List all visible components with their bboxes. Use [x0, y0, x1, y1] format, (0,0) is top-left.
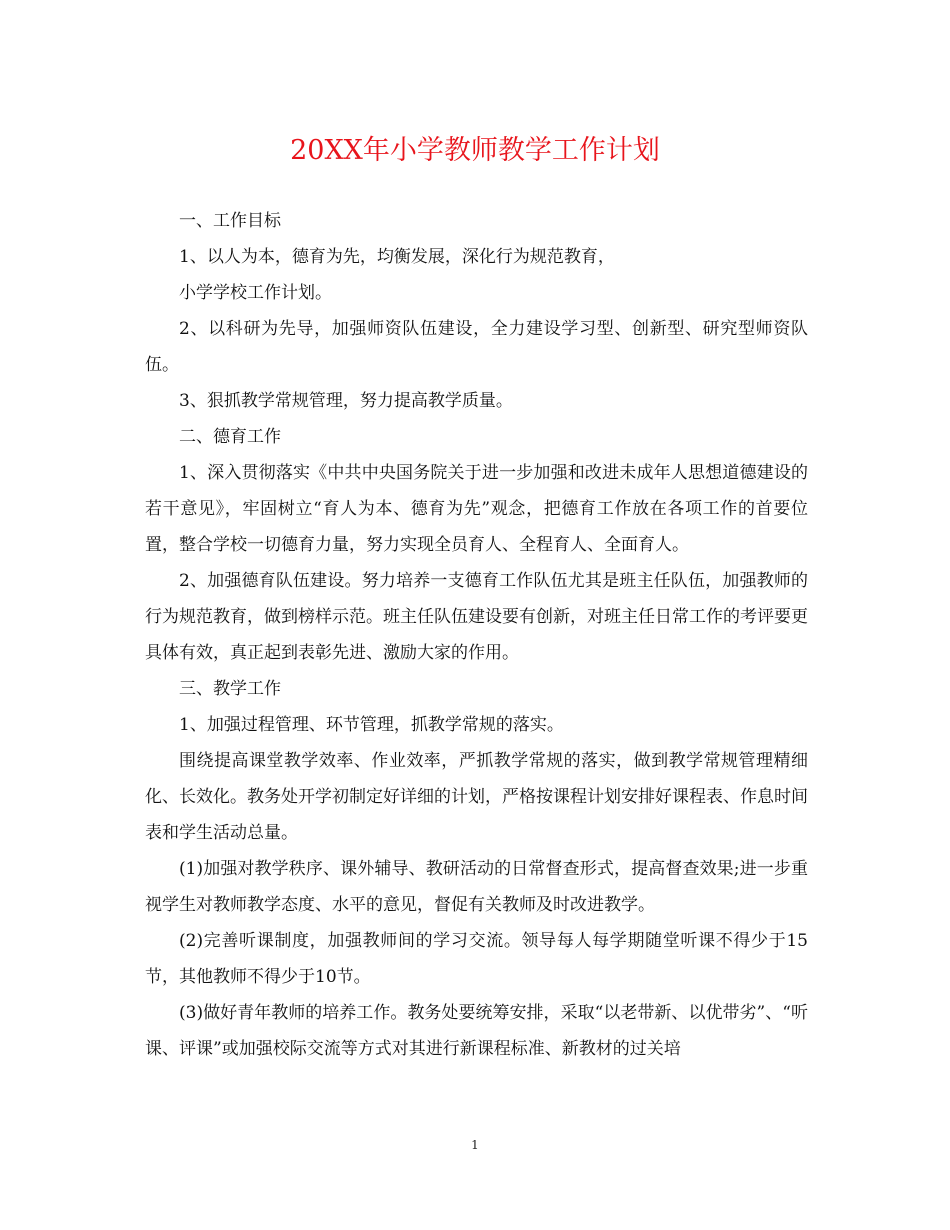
document-body — [145, 203, 808, 1067]
paragraph: 2、加强德育队伍建设。努力培养一支德育工作队伍尤其是班主任队伍，加强教师的行为规范教育，做到榜样示范。班主任队伍建设要有创新，对班主任日常工作的考评要更具体有效，真正起到表彰先进、激励大家的作用。 — [145, 571, 808, 663]
paragraph: 1、加强过程管理、环节管理，抓教学常规的落实。 — [179, 715, 564, 735]
paragraph: 1、以人为本，德育为先，均衡发展，深化行为规范教育， — [179, 247, 615, 267]
paragraph: (1)加强对教学秩序、课外辅导、教研活动的日常督查形式，提高督查效果;进一步重视学生对教师教学态度、水平的意见，督促有关教师及时改进教学。 — [145, 859, 808, 915]
paragraph: 围绕提高课堂教学效率、作业效率，严抓教学常规的落实，做到教学常规管理精细化、长效化。教务处开学初制定好详细的计划，严格按课程计划安排好课程表、作息时间表和学生活动总量。 — [145, 751, 808, 843]
section-heading-goals: 一、工作目标 — [179, 211, 281, 231]
paragraph: (3)做好青年教师的培养工作。教务处要统筹安排，采取“以老带新、以优带劣”、“听课、评课”或加强校际交流等方式对其进行新课程标准、新教材的过关培 — [145, 1003, 808, 1059]
paragraph: 1、深入贯彻落实《中共中央国务院关于进一步加强和改进未成年人思想道德建设的若干意见》，牢固树立“育人为本、德育为先”观念，把德育工作放在各项工作的首要位置，整合学校一切德育力量，努力实现全员育人、全程育人、全面育人。 — [145, 463, 808, 555]
paragraph: 3、狠抓教学常规管理，努力提高教学质量。 — [179, 391, 513, 411]
paragraph: (2)完善听课制度，加强教师间的学习交流。领导每人每学期随堂听课不得少于15节，其他教师不得少于10节。 — [145, 931, 808, 987]
paragraph: 小学学校工作计划。 — [179, 283, 332, 303]
paragraph: 2、以科研为先导，加强师资队伍建设，全力建设学习型、创新型、研究型师资队伍。 — [145, 319, 808, 375]
page-number: 1 — [471, 1138, 479, 1152]
section-heading-teaching: 三、教学工作 — [179, 679, 281, 699]
document-title: 20XX年小学教师教学工作计划 — [290, 135, 660, 166]
section-heading-moral-education: 二、德育工作 — [179, 427, 281, 447]
